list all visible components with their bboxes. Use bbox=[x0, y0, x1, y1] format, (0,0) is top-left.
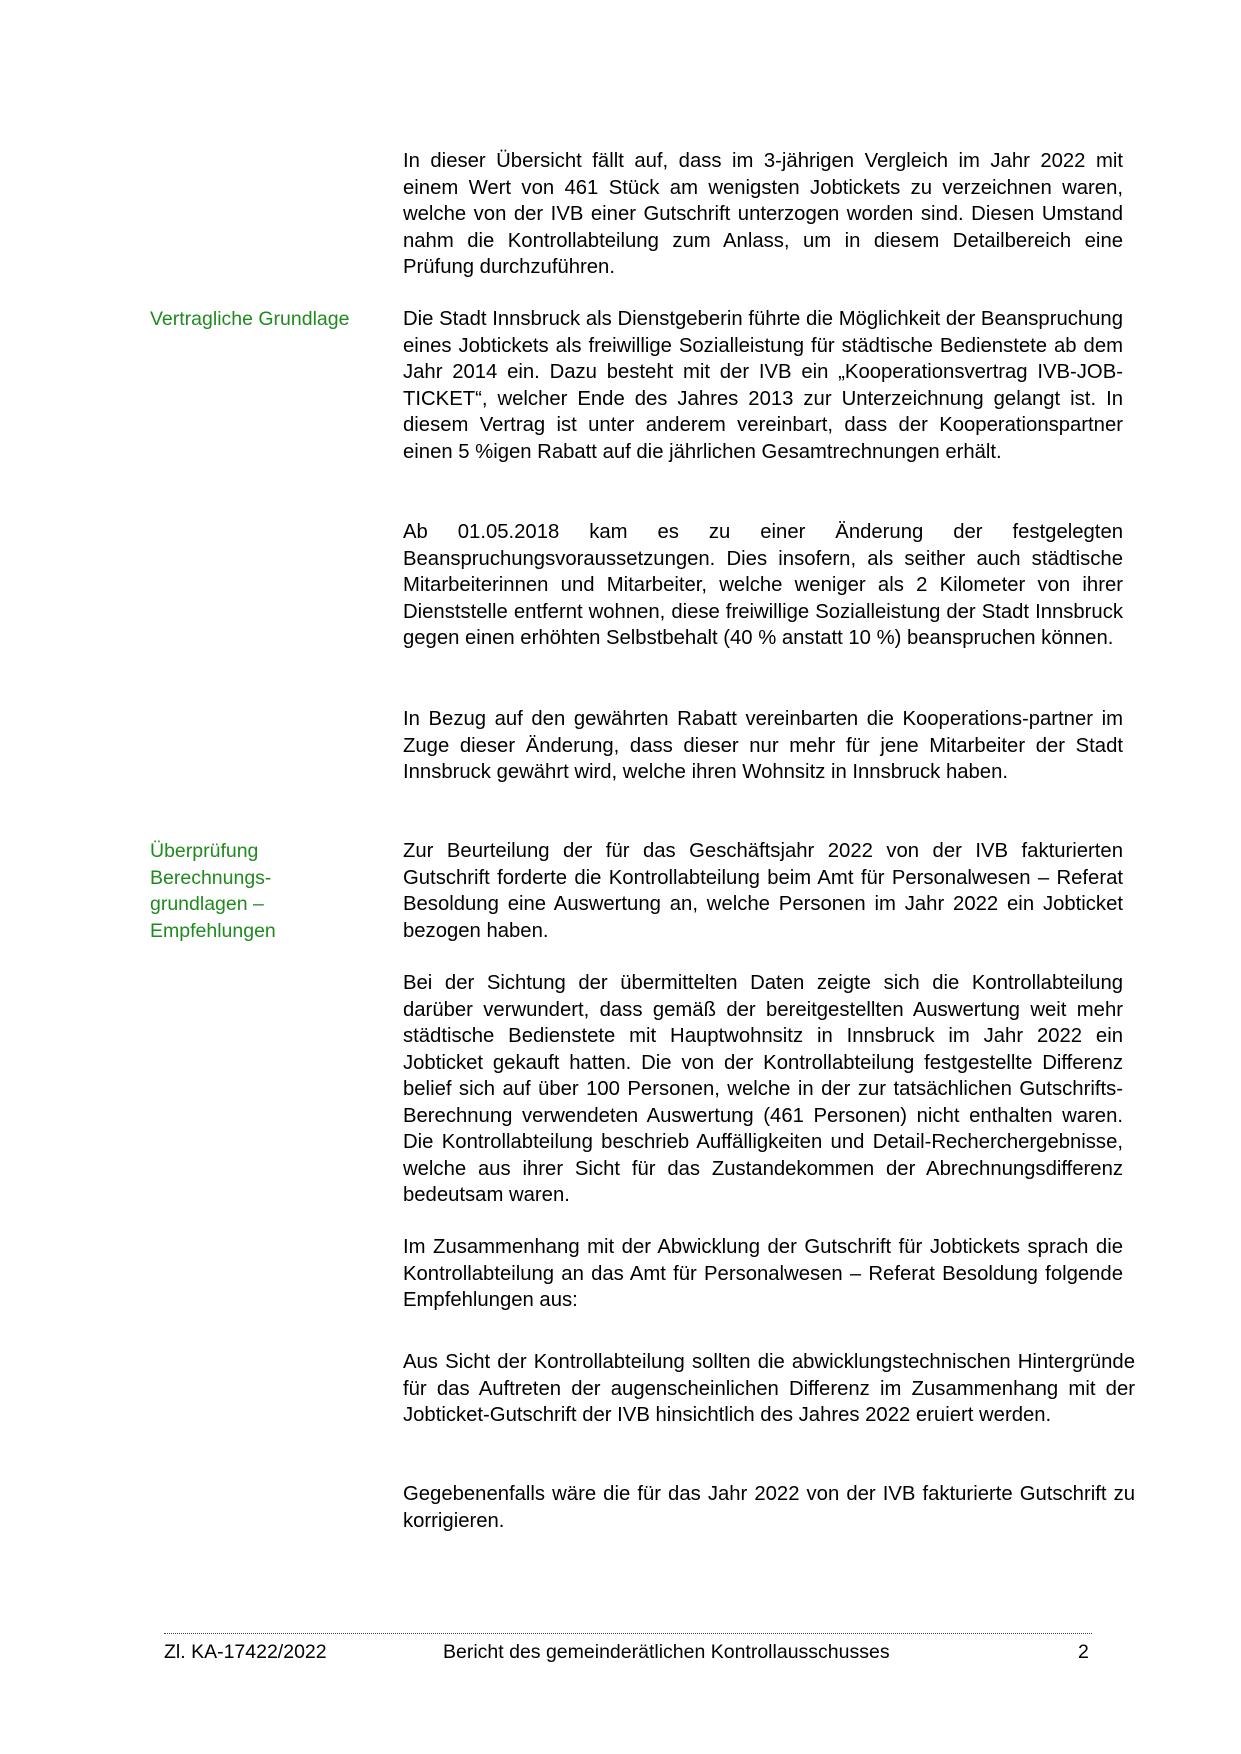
footer-page-number: 2 bbox=[1078, 1641, 1089, 1663]
contract-paragraph-2: Ab 01.05.2018 kam es zu einer Änderung der festgelegten Beanspruchungsvoraussetzungen. Dies insofern, als seither auch städtische Mitarbeiterinnen und Mitarbeiter, welche weniger als 2 Kilometer von ihrer Dienststelle entfernt wohnen, diese freiwillige Sozialleistung der Stadt Innsbruck gegen einen erhöhten Selbstbehalt (40 % anstatt 10 %) beanspruchen können. bbox=[403, 521, 1123, 649]
review-paragraph-3: Im Zusammenhang mit der Abwicklung der Gutschrift für Jobtickets sprach die Kontrollabteilung an das Amt für Personalwesen – Referat Besoldung folgende Empfehlungen aus: bbox=[403, 1236, 1123, 1311]
review-paragraph-1: Zur Beurteilung der für das Geschäftsjahr 2022 von der IVB fakturierten Gutschrift forderte die Kontrollabteilung beim Amt für Personalwesen – Referat Besoldung eine Auswertung an, welche Personen im Jahr 2022 ein Jobticket bezogen haben. bbox=[403, 840, 1123, 942]
footer-reference: Zl. KA-17422/2022 bbox=[164, 1641, 327, 1663]
side-heading-review-line-4: Empfehlungen bbox=[150, 919, 276, 942]
side-heading-review bbox=[150, 838, 385, 944]
recommendation-paragraph-2: Gegebenenfalls wäre die für das Jahr 2022 von der IVB fakturierte Gutschrift zu korrigieren. bbox=[403, 1483, 1135, 1532]
intro-paragraph: In dieser Übersicht fällt auf, dass im 3-jährigen Vergleich im Jahr 2022 mit einem Wert von 461 Stück am wenigsten Jobtickets zu verzeichnen waren, welche von der IVB einer Gutschrift unterzogen worden sind. Diesen Umstand nahm die Kontrollabteilung zum Anlass, um in diesem Detailbereich eine Prüfung durchzuführen. bbox=[403, 150, 1123, 278]
side-heading-contract: Vertragliche Grundlage bbox=[150, 308, 350, 330]
footer-divider bbox=[164, 1633, 1092, 1634]
side-heading-review-line-1: Überprüfung bbox=[150, 840, 259, 862]
footer-title: Bericht des gemeinderätlichen Kontrollausschusses bbox=[443, 1641, 890, 1663]
review-paragraph-2: Bei der Sichtung der übermittelten Daten zeigte sich die Kontrollabteilung darüber verwundert, dass gemäß der bereitgestellten Auswertung weit mehr städtische Bedienstete mit Hauptwohnsitz in Innsbruck im Jahr 2022 ein Jobticket gekauft hatten. Die von der Kontrollabteilung festgestellte Differenz belief sich auf über 100 Personen, welche in der zur tatsächlichen Gutschrifts-Berechnung verwendeten Auswertung (461 Personen) nicht enthalten waren. Die Kontrollabteilung beschrieb Auffälligkeiten und Detail-Recherchergebnisse, welche aus ihrer Sicht für das Zustandekommen der Abrechnungsdifferenz bedeutsam waren. bbox=[403, 972, 1123, 1206]
contract-paragraph-1: Die Stadt Innsbruck als Dienstgeberin führte die Möglichkeit der Beanspruchung eines Jobtickets als freiwillige Sozialleistung für städtische Bedienstete ab dem Jahr 2014 ein. Dazu besteht mit der IVB ein „Kooperationsvertrag IVB-JOB-TICKET“, welcher Ende des Jahres 2013 zur Unterzeichnung gelangt ist. In diesem Vertrag ist unter anderem vereinbart, dass der Kooperationspartner einen 5 %igen Rabatt auf die jährlichen Gesamtrechnungen erhält. bbox=[403, 308, 1123, 463]
side-heading-review-line-3: grundlagen – bbox=[150, 893, 264, 915]
recommendation-paragraph-1: Aus Sicht der Kontrollabteilung sollten die abwicklungstechnischen Hintergründe für das Auftreten der augenscheinlichen Differenz im Zusammenhang mit der Jobticket-Gutschrift der IVB hinsichtlich des Jahres 2022 eruiert werden. bbox=[403, 1351, 1135, 1426]
contract-paragraph-3: In Bezug auf den gewährten Rabatt vereinbarten die Kooperations-partner im Zuge dieser Änderung, dass dieser nur mehr für jene Mitarbeiter der Stadt Innsbruck gewährt wird, welche ihren Wohnsitz in Innsbruck haben. bbox=[403, 708, 1123, 783]
side-heading-review-line-2: Berechnungs- bbox=[150, 866, 272, 889]
